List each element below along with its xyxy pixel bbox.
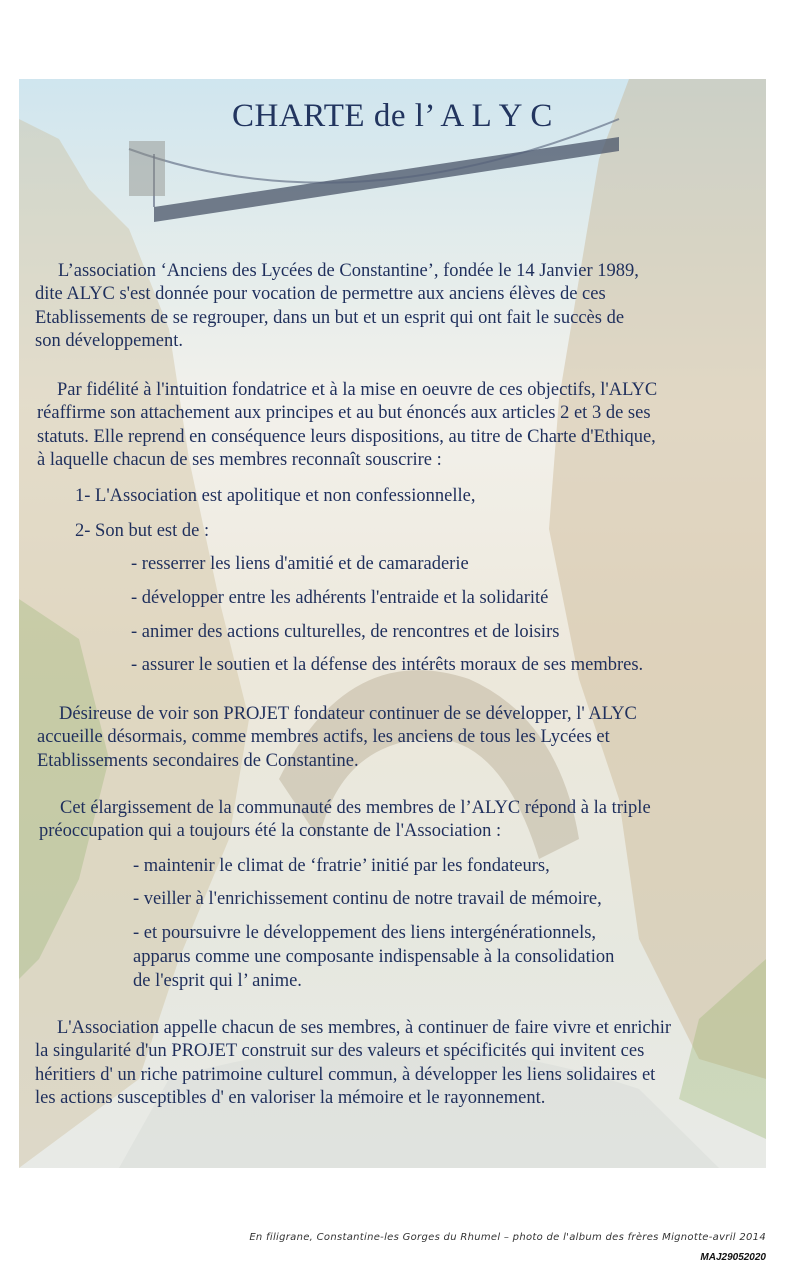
photo-caption: En filigrane, Constantine-les Gorges du Rhumel – photo de l'album des frères Mignotte-avril 2014: [249, 1232, 766, 1243]
article-item-1: 1- L'Association est apolitique et non confessionnelle,: [75, 486, 476, 506]
text-line: L'Association appelle chacun de ses membres, à continuer de faire vivre et enrichir: [57, 1018, 672, 1038]
concern-item: - veiller à l'enrichissement continu de notre travail de mémoire,: [133, 889, 602, 909]
paragraph-appeal: [35, 1017, 671, 1111]
text-line: réaffirme son attachement aux principes et au but énoncés aux articles 2 et 3 de ses: [37, 403, 651, 424]
text-line: les actions susceptibles d' en valoriser la mémoire et le rayonnement.: [35, 1088, 546, 1109]
concern-item-continued: de l'esprit qui l’ anime.: [133, 971, 302, 991]
text-line: Par fidélité à l'intuition fondatrice et à la mise en oeuvre de ces objectifs, l'ALYC: [57, 380, 658, 400]
charter-title: CHARTE de l’ A L Y C: [232, 98, 553, 134]
text-line: la singularité d'un PROJET construit sur des valeurs et spécificités qui invitent ces: [35, 1041, 645, 1062]
paragraph-intro: [35, 260, 639, 354]
text-line: héritiers d' un riche patrimoine culturel commun, à développer les liens solidaires et: [35, 1064, 656, 1085]
paragraph-enlargement: [39, 797, 651, 844]
text-line: L’association ‘Anciens des Lycées de Constantine’, fondée le 14 Janvier 1989,: [58, 261, 639, 281]
concern-item: - maintenir le climat de ‘fratrie’ initié par les fondateurs,: [133, 856, 550, 876]
paragraph-project: [37, 703, 637, 773]
text-line: préoccupation qui a toujours été la constante de l'Association :: [39, 821, 502, 842]
article-item-2: 2- Son but est de :: [75, 521, 210, 541]
text-line: Etablissements secondaires de Constantine.: [37, 750, 359, 771]
concern-item-continued: apparus comme une composante indispensable à la consolidation: [133, 947, 615, 967]
text-line: Etablissements de se regrouper, dans un but et un esprit qui ont fait le succès de: [35, 307, 625, 328]
goal-item: - resserrer les liens d'amitié et de camaraderie: [131, 554, 469, 574]
paragraph-fidelity: [37, 379, 657, 473]
text-line: statuts. Elle reprend en conséquence leurs dispositions, au titre de Charte d'Ethique,: [37, 426, 656, 447]
text-line: Cet élargissement de la communauté des membres de l’ALYC répond à la triple: [60, 798, 651, 818]
text-line: accueille désormais, comme membres actifs, les anciens de tous les Lycées et: [37, 727, 610, 748]
update-code: MAJ29052020: [700, 1252, 766, 1263]
goal-item: - assurer le soutien et la défense des intérêts moraux de ses membres.: [131, 655, 644, 675]
text-line: à laquelle chacun de ses membres reconnaît souscrire :: [37, 450, 442, 471]
text-line: Désireuse de voir son PROJET fondateur continuer de se développer, l' ALYC: [59, 704, 637, 724]
text-line: son développement.: [35, 331, 183, 352]
goal-item: - animer des actions culturelles, de rencontres et de loisirs: [131, 622, 560, 642]
charter-poster: [19, 79, 766, 1168]
goal-item: - développer entre les adhérents l'entraide et la solidarité: [131, 588, 549, 608]
concern-item: - et poursuivre le développement des liens intergénérationnels,: [133, 923, 597, 943]
text-line: dite ALYC s'est donnée pour vocation de permettre aux anciens élèves de ces: [35, 284, 606, 305]
